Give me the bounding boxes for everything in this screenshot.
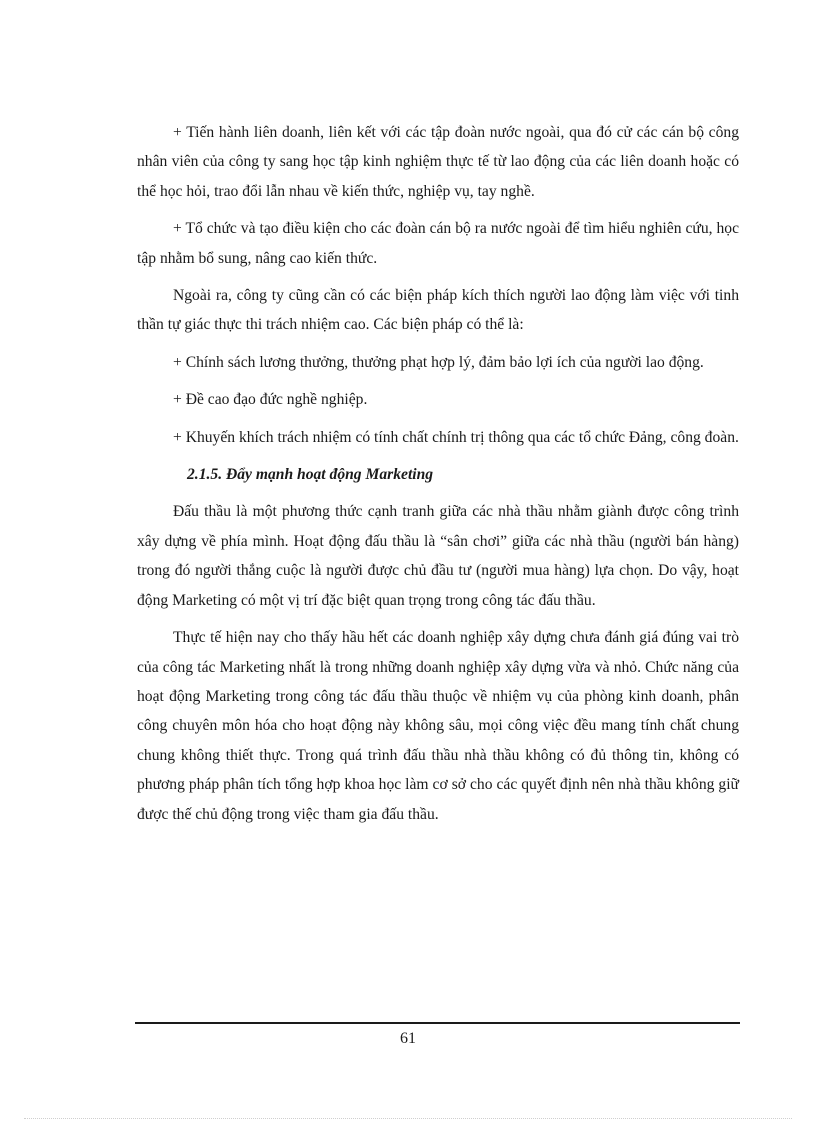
paragraph: Đấu thầu là một phương thức cạnh tranh giữa các nhà thầu nhằm giành được công trình xây dựng về phía mình. Hoạt động đấu thầu là “sân chơi” giữa các nhà thầu (người bán hàng) trong đó người thắng cuộc là người được chủ đầu tư (người mua hàng) lựa chọn. Do vậy, hoạt động Marketing có một vị trí đặc biệt quan trọng trong công tác đấu thầu. bbox=[137, 503, 739, 609]
paragraph: Ngoài ra, công ty cũng cần có các biện pháp kích thích người lao động làm việc với tinh thần tự giác thực thi trách nhiệm cao. Các biện pháp có thể là: bbox=[137, 287, 739, 334]
page-number: 61 bbox=[400, 1030, 416, 1047]
section-heading: 2.1.5. Đẩy mạnh hoạt động Marketing bbox=[187, 466, 434, 484]
paragraph: + Tổ chức và tạo điều kiện cho các đoàn cán bộ ra nước ngoài để tìm hiểu nghiên cứu, học tập nhằm bổ sung, nâng cao kiến thức. bbox=[137, 220, 739, 267]
paragraph: + Đề cao đạo đức nghề nghiệp. bbox=[173, 391, 368, 409]
paragraph: + Khuyến khích trách nhiệm có tính chất chính trị thông qua các tổ chức Đảng, công đoàn. bbox=[173, 428, 739, 446]
paragraph: Thực tế hiện nay cho thấy hầu hết các doanh nghiệp xây dựng chưa đánh giá đúng vai trò của công tác Marketing nhất là trong những doanh nghiệp xây dựng vừa và nhỏ. Chức năng của hoạt động Marketing trong công tác đấu thầu thuộc về nhiệm vụ của phòng kinh doanh, phân công chuyên môn hóa cho hoạt động này không sâu, mọi công việc đều mang tính chất chung chung không thiết thực. Trong quá trình đấu thầu nhà thầu không có đủ thông tin, không có phương pháp phân tích tổng hợp khoa học làm cơ sở cho các quyết định nên nhà thầu không giữ được thế chủ động trong việc tham gia đấu thầu. bbox=[137, 629, 739, 823]
page-edge-divider bbox=[24, 1118, 792, 1119]
page-body bbox=[137, 118, 739, 837]
paragraph: + Tiến hành liên doanh, liên kết với các tập đoàn nước ngoài, qua đó cử các cán bộ công nhân viên của công ty sang học tập kinh nghiệm thực tế từ lao động của các liên doanh hoặc có thể học hỏi, trao đổi lẫn nhau về kiến thức, nghiệp vụ, tay nghề. bbox=[137, 124, 739, 200]
paragraph: + Chính sách lương thưởng, thưởng phạt hợp lý, đảm bảo lợi ích của người lao động. bbox=[173, 353, 704, 371]
footer-divider bbox=[135, 1022, 740, 1024]
